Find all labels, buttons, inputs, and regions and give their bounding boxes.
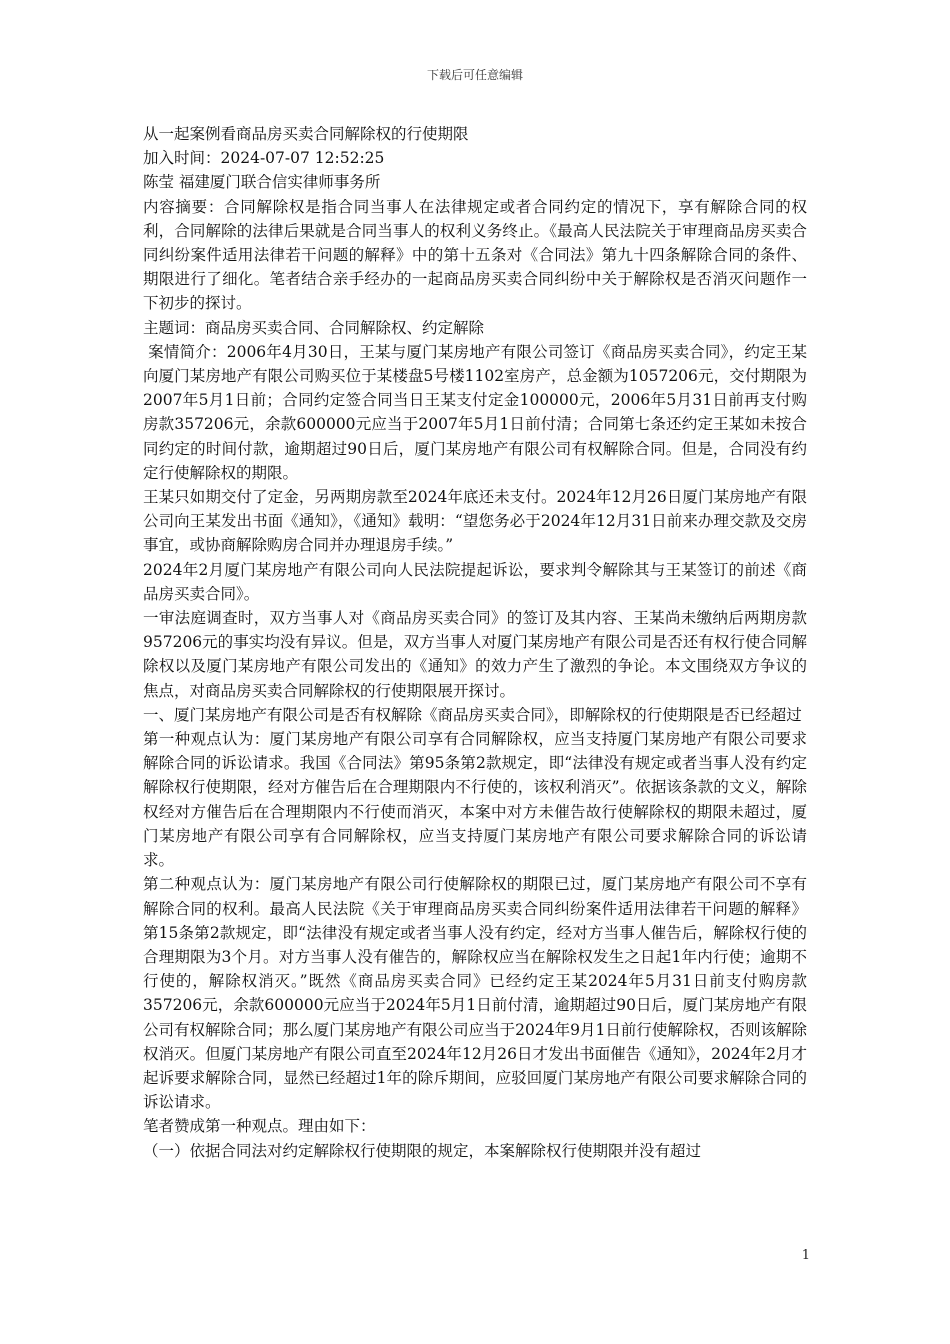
body-paragraph: 王某只如期交付了定金，另两期房款至2024年底还未支付。2024年12月26日厦门某房地产有限公司向王某发出书面《通知》，《通知》载明：“望您务必于2024年12月31日前来办理交款及交房事宜，或协商解除购房合同并办理退房手续。” — [143, 488, 807, 555]
document-body — [143, 122, 807, 1163]
body-paragraph: 一审法庭调查时，双方当事人对《商品房买卖合同》的签订及其内容、王某尚未缴纳后两期房款957206元的事实均没有异议。但是，双方当事人对厦门某房地产有限公司是否还有权行使合同解除权以及厦门某房地产有限公司发出的《通知》的效力产生了激烈的争论。本文围绕双方争议的焦点，对商品房买卖合同解除权的行使期限展开探讨。 — [143, 609, 807, 700]
keywords-line: 主题词：商品房买卖合同、合同解除权、约定解除 — [143, 318, 485, 337]
document-title: 从一起案例看商品房买卖合同解除权的行使期限 — [143, 125, 469, 143]
abstract-paragraph: 内容摘要：合同解除权是指合同当事人在法律规定或者合同约定的情况下，享有解除合同的权利，合同解除的法律后果就是合同当事人的权利义务终止。《最高人民法院关于审理商品房买卖合同纠纷案件适用法律若干问题的解释》中的第十五条对《合同法》第九十四条解除合同的条件、期限进行了细化。笔者结合亲手经办的一起商品房买卖合同纠纷中关于解除权是否消灭问题作一下初步的探讨。 — [143, 197, 807, 313]
author-line: 陈莹 福建厦门联合信实律师事务所 — [143, 173, 381, 192]
body-paragraph: 2024年2月厦门某房地产有限公司向人民法院提起诉讼，要求判令解除其与王某签订的前述《商品房买卖合同》。 — [143, 560, 807, 603]
body-paragraph: 笔者赞成第一种观点。理由如下： — [143, 1117, 376, 1136]
page-header: 下载后可任意编辑 — [426, 68, 523, 82]
subsection-heading: （一）依据合同法对约定解除权行使期限的规定，本案解除权行使期限并没有超过 — [143, 1141, 702, 1160]
body-paragraph: 第二种观点认为：厦门某房地产有限公司行使解除权的期限已过，厦门某房地产有限公司不享有解除合同的权利。最高人民法院《关于审理商品房买卖合同纠纷案件适用法律若干问题的解释》第15条第2款规定，即“法律没有规定或者当事人没有约定，经对方当事人催告后，解除权行使的合理期限为3个月。对方当事人没有催告的，解除权应当在解除权发生之日起1年内行使；逾期不行使的，解除权消灭。”既然《商品房买卖合同》已经约定王某2024年5月31日前支付购房款357206元，余款600000元应当于2024年5月1日前付清，逾期超过90日后，厦门某房地产有限公司有权解除合同；那么厦门某房地产有限公司应当于2024年9月1日前行使解除权，否则该解除权消灭。但厦门某房地产有限公司直至2024年12月26日才发出书面催告《通知》，2024年2月才起诉要求解除合同，显然已经超过1年的除斥期间，应驳回厦门某房地产有限公司要求解除合同的诉讼请求。 — [143, 875, 808, 1112]
body-paragraph: 第一种观点认为：厦门某房地产有限公司享有合同解除权，应当支持厦门某房地产有限公司要求解除合同的诉讼请求。我国《合同法》第95条第2款规定，即“法律没有规定或者当事人没有约定解除权行使期限，经对方催告后在合理期限内不行使的，该权利消灭”。依据该条款的文义，解除权经对方催告后在合理期限内不行使而消灭，本案中对方未催告故行使解除权的期限未超过，厦门某房地产有限公司享有合同解除权，应当支持厦门某房地产有限公司要求解除合同的诉讼请求。 — [143, 730, 807, 870]
publish-time: 加入时间：2024-07-07 12:52:25 — [143, 149, 385, 168]
page-number: 1 — [801, 1248, 810, 1263]
case-summary-paragraph: 案情简介：2006年4月30日，王某与厦门某房地产有限公司签订《商品房买卖合同》，约定王某向厦门某房地产有限公司购买位于某楼盘5号楼1102室房产，总金额为1057206元，交付期限为2007年5月1日前；合同约定签合同当日王某支付定金100000元，2006年5月31日前再支付购房款357206元，余款600000元应当于2007年5月1日前付清；合同第七条还约定王某如未按合同约定的时间付款，逾期超过90日后，厦门某房地产有限公司有权解除合同。但是，合同没有约定行使解除权的期限。 — [143, 342, 807, 482]
section-heading: 一、厦门某房地产有限公司是否有权解除《商品房买卖合同》，即解除权的行使期限是否已经超过 — [143, 705, 802, 724]
